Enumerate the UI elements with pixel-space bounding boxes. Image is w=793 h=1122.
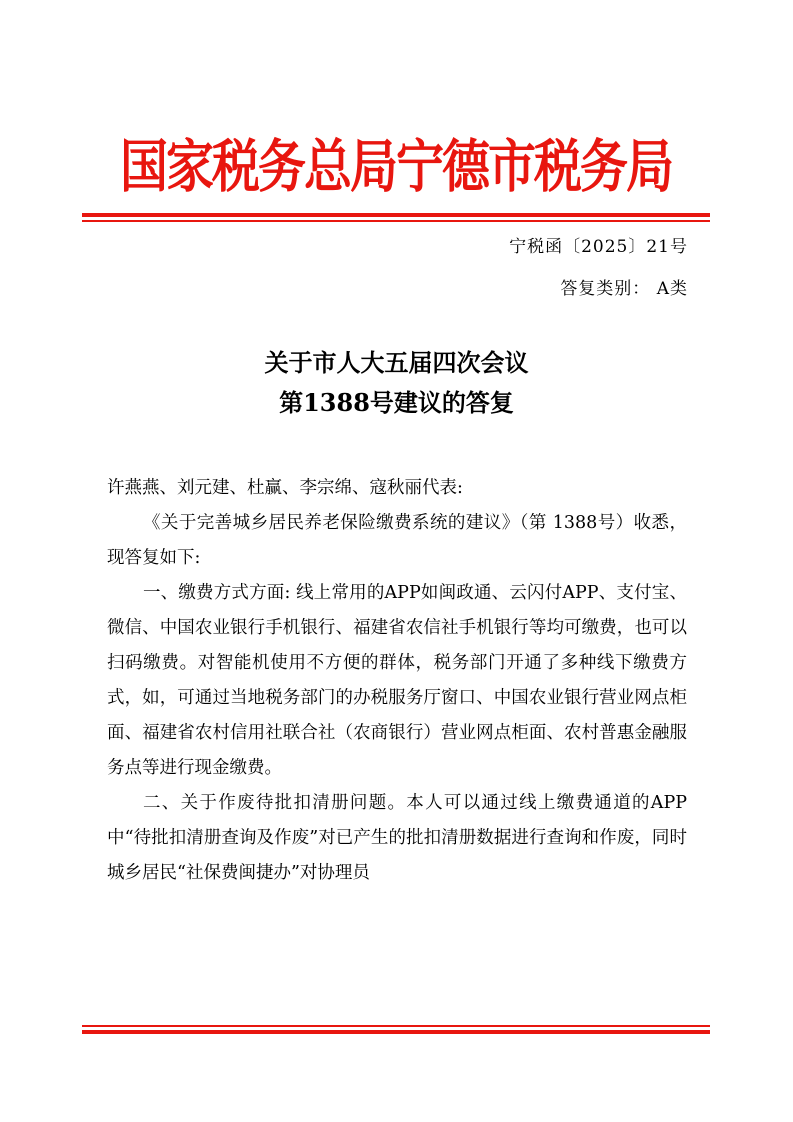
header-red-rule-thick <box>82 213 710 217</box>
body-paragraph: 二、关于作废待批扣清册问题。本人可以通过线上缴费通道的APP中“待批扣清册查询及作废”对已产生的批扣清册数据进行查询和作废，同时城乡居民“社保费闽捷办”对协理员 <box>107 793 687 883</box>
document-title-line-2: 第1388号建议的答复 <box>279 388 514 417</box>
document-body <box>107 471 687 891</box>
header-red-rule-thin <box>82 220 710 222</box>
body-paragraph: 一、缴费方式方面: 线上常用的APP如闽政通、云闪付APP、支付宝、微信、中国农业银行手机银行、福建省农信社手机银行等均可缴费，也可以扫码缴费。对智能机使用不方便的群体，税务部门开通了多种线下缴费方式，如，可通过当地税务部门的办税服务厅窗口、中国农业银行营业网点柜面、福建省农村信用社联合社（农商银行）营业网点柜面、农村普惠金融服务点等进行现金缴费。 <box>107 583 687 778</box>
body-paragraph: 《关于完善城乡居民养老保险缴费系统的建议》（第 1388号）收悉，现答复如下: <box>107 513 687 568</box>
document-number: 宁税函〔2025〕21号 <box>509 237 688 257</box>
document-title-line-1: 关于市人大五届四次会议 <box>264 348 529 377</box>
salutation: 许燕燕、刘元建、杜赢、李宗绵、寇秋丽代表: <box>107 478 463 498</box>
reply-category: 答复类别： A类 <box>560 279 688 299</box>
footer-red-rule-thin <box>82 1025 710 1027</box>
letterhead-org-name: 国家税务总局宁德市税务局 <box>119 133 672 201</box>
footer-red-rule-thick <box>82 1030 710 1034</box>
